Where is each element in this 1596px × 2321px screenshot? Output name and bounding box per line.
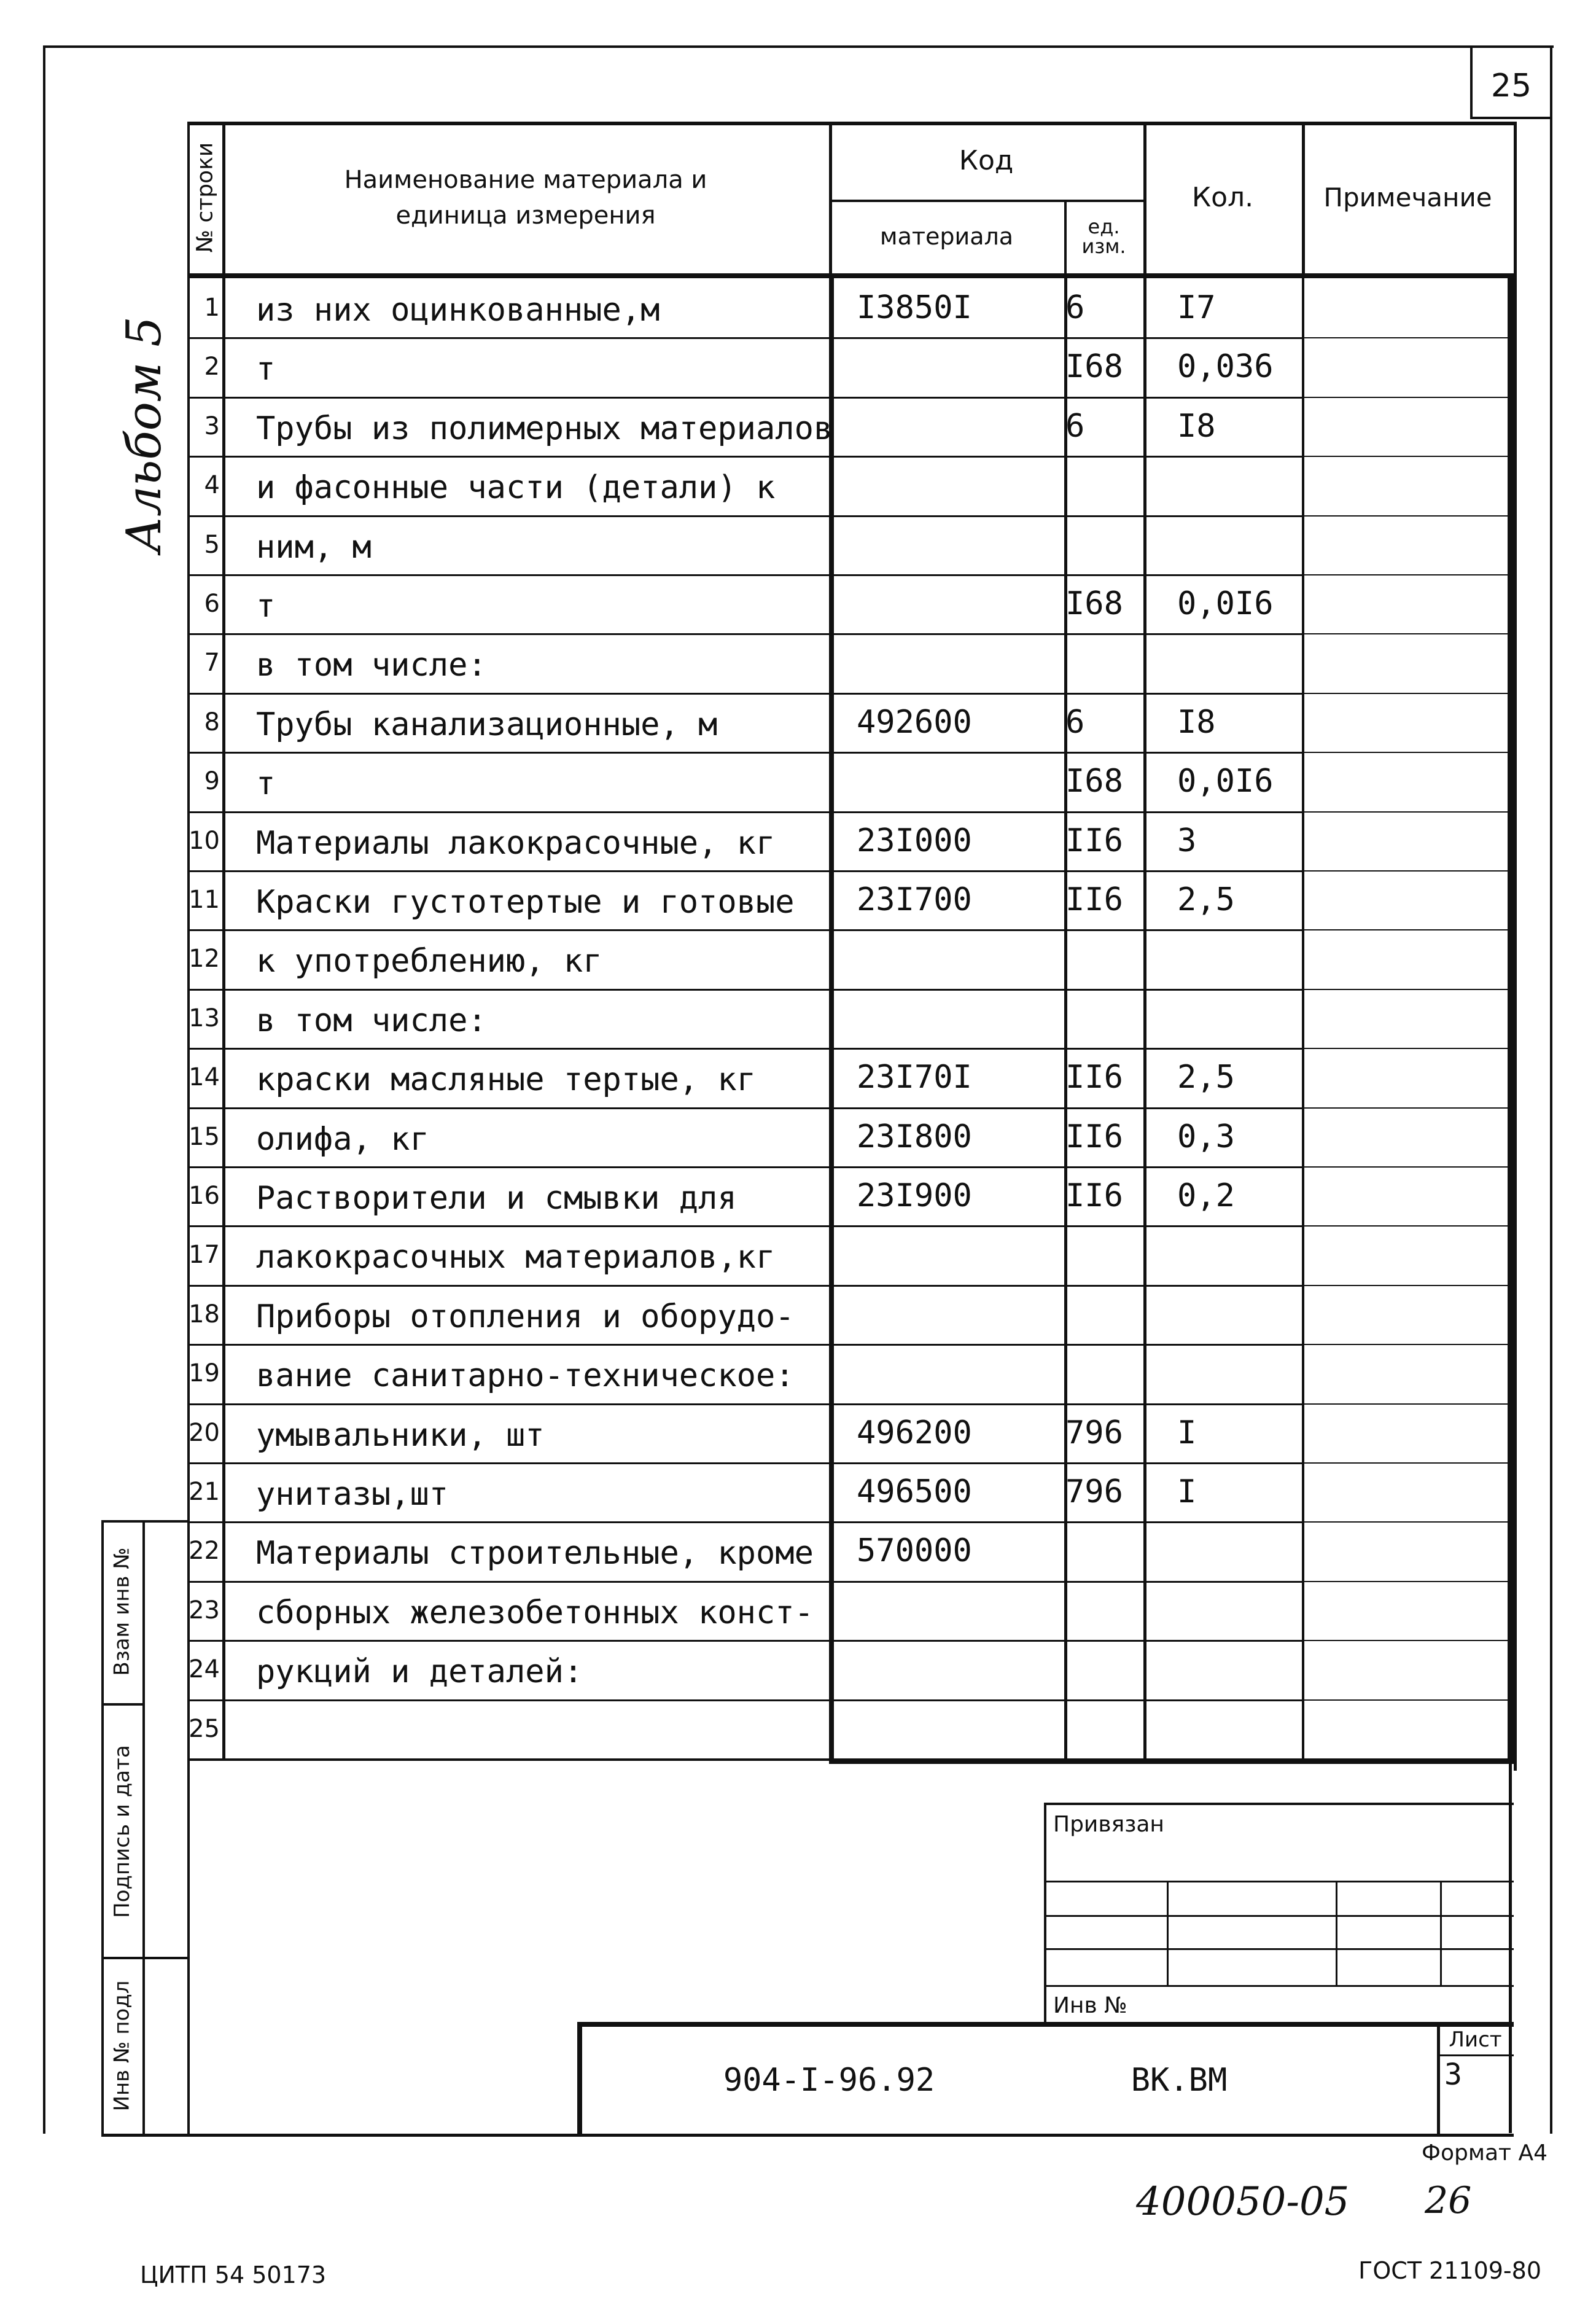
row-qty: I8 — [1177, 408, 1216, 445]
table-row — [0, 633, 1596, 692]
row-number: 24 — [189, 1655, 220, 1683]
row-code: 496200 — [857, 1414, 972, 1451]
row-name: Материалы строительные, кроме — [256, 1535, 814, 1572]
document-code: ВК.ВМ — [1131, 2062, 1228, 2099]
header-row-no-label: № строки — [192, 142, 218, 253]
row-code — [857, 989, 1061, 1048]
row-number: 15 — [189, 1123, 220, 1151]
row-name: лакокрасочных материалов,кг — [256, 1239, 776, 1276]
stamp-sign-label: Подпись и дата — [109, 1744, 134, 1918]
row-unit — [1065, 1699, 1142, 1758]
stamp-vzam — [101, 1520, 142, 1703]
privyazan-grid-4 — [1044, 1985, 1514, 1987]
row-code — [857, 1699, 1061, 1758]
row-qty — [1177, 1225, 1299, 1284]
row-number: 9 — [204, 767, 220, 795]
table-row — [0, 989, 1596, 1048]
bottom-left-wall — [187, 1758, 190, 2134]
sheet-label: Лист — [1449, 2027, 1502, 2052]
row-number: 21 — [189, 1478, 220, 1506]
row-qty: 0,2 — [1177, 1177, 1235, 1214]
row-unit: 796 — [1065, 1414, 1123, 1451]
row-number: 14 — [189, 1063, 220, 1091]
row-code — [857, 456, 1061, 515]
row-unit — [1065, 1225, 1142, 1284]
row-unit: I68 — [1065, 585, 1123, 622]
document-number: 904-I-96.92 — [723, 2062, 935, 2099]
table-row — [0, 1403, 1596, 1462]
row-qty — [1177, 1285, 1299, 1344]
row-number: 4 — [204, 471, 220, 499]
row-code: I3850I — [857, 289, 972, 326]
row-qty — [1177, 1640, 1299, 1699]
row-name: и фасонные части (детали) к — [256, 469, 776, 506]
row-name: олифа, кг — [256, 1121, 429, 1158]
row-number: 1 — [204, 294, 220, 322]
row-qty — [1177, 1521, 1299, 1580]
row-number: 3 — [204, 412, 220, 440]
row-number: 23 — [189, 1596, 220, 1625]
row-unit — [1065, 1581, 1142, 1640]
row-qty: 0,036 — [1177, 348, 1274, 385]
row-name: т — [256, 765, 276, 802]
row-qty: 2,5 — [1177, 881, 1235, 918]
table-row — [0, 574, 1596, 633]
table-row — [0, 1581, 1596, 1640]
bottom-under-name — [187, 1758, 832, 1761]
row-number: 7 — [204, 649, 220, 677]
title-bar-top — [577, 2022, 1514, 2027]
row-qty: 0,0I6 — [1177, 585, 1274, 622]
row-name: рукций и деталей: — [256, 1653, 583, 1690]
row-code: 23I700 — [857, 881, 972, 918]
row-unit — [1065, 1285, 1142, 1344]
row-number: 22 — [189, 1537, 220, 1565]
table-row — [0, 278, 1596, 337]
row-qty: 0,3 — [1177, 1118, 1235, 1155]
row-name: в том числе: — [256, 1002, 487, 1039]
row-number: 19 — [189, 1359, 220, 1387]
page-number: 25 — [1490, 68, 1532, 104]
row-number: 20 — [189, 1419, 220, 1447]
privyazan-grid-1 — [1044, 1881, 1514, 1882]
row-qty — [1177, 1581, 1299, 1640]
header-name — [222, 122, 829, 273]
row-number: 5 — [204, 531, 220, 559]
row-code: 23I70I — [857, 1059, 972, 1096]
row-number: 2 — [204, 353, 220, 381]
table-row — [0, 1166, 1596, 1225]
table-row — [0, 929, 1596, 988]
row-code — [857, 752, 1061, 811]
row-name — [256, 1704, 826, 1758]
row-name: т — [256, 351, 276, 388]
row-unit: II6 — [1065, 881, 1123, 918]
table-row — [0, 1048, 1596, 1107]
row-code — [857, 337, 1061, 396]
privyazan-label: Привязан — [1053, 1812, 1164, 1837]
row-unit — [1065, 633, 1142, 692]
row-unit: 6 — [1065, 704, 1085, 741]
row-name: т — [256, 588, 276, 625]
row-qty: I — [1177, 1414, 1197, 1451]
stamp-inv-label: Инв № подл — [109, 1980, 134, 2112]
row-name: Краски густотертые и готовые — [256, 884, 795, 921]
stamp-inner — [142, 1520, 145, 2134]
row-name: умывальники, шт — [256, 1417, 545, 1454]
footer-left: ЦИТП 54 50173 — [140, 2261, 327, 2288]
privyazan-grid-3 — [1044, 1948, 1514, 1950]
row-unit: II6 — [1065, 822, 1123, 859]
row-number: 10 — [189, 827, 220, 855]
format-label: Формат А4 — [1421, 2140, 1547, 2166]
row-qty: 0,0I6 — [1177, 763, 1274, 800]
row-code — [857, 1225, 1061, 1284]
row-name: унитазы,шт — [256, 1476, 449, 1513]
row-name: сборных железобетонных конст- — [256, 1594, 814, 1631]
table-row — [0, 515, 1596, 574]
row-qty: 3 — [1177, 822, 1197, 859]
row-unit: 796 — [1065, 1473, 1123, 1510]
row-code: 570000 — [857, 1532, 972, 1569]
privyazan-top — [1044, 1803, 1514, 1805]
row-unit: I68 — [1065, 348, 1123, 385]
row-number: 25 — [189, 1715, 220, 1743]
header-bottom-rule — [187, 273, 1514, 278]
stamp-sign — [101, 1706, 142, 1957]
row-number: 12 — [189, 945, 220, 973]
table-row — [0, 456, 1596, 515]
row-unit: II6 — [1065, 1118, 1123, 1155]
frame-bottom — [101, 2134, 1514, 2137]
page-number-underline — [1470, 117, 1552, 119]
table-row — [0, 1225, 1596, 1284]
row-name: к употреблению, кг — [256, 943, 602, 980]
handwritten-sheet-number: 26 — [1425, 2179, 1472, 2222]
header-code-unit: ед. изм. — [1081, 215, 1126, 258]
table-row — [0, 870, 1596, 929]
row-code — [857, 929, 1061, 988]
header-name-line2: единица измерения — [395, 201, 656, 230]
table-row — [0, 1344, 1596, 1403]
row-code — [857, 515, 1061, 574]
privyazan-left — [1044, 1803, 1046, 2024]
row-unit: 6 — [1065, 289, 1085, 326]
row-unit — [1065, 456, 1142, 515]
body-bottom-thick — [829, 1758, 1514, 1764]
row-name: ним, м — [256, 529, 372, 566]
row-unit: II6 — [1065, 1059, 1123, 1096]
privyazan-grid-v2 — [1336, 1881, 1337, 1986]
row-name: Приборы отопления и оборудо- — [256, 1298, 795, 1335]
row-name: в том числе: — [256, 647, 487, 684]
row-name: Трубы канализационные, м — [256, 706, 718, 743]
privyazan-grid-2 — [1044, 1915, 1514, 1917]
row-qty: 2,5 — [1177, 1059, 1235, 1096]
header-name-line1: Наименование материала и — [344, 165, 707, 194]
row-code — [857, 1640, 1061, 1699]
row-code: 496500 — [857, 1473, 972, 1510]
row-code — [857, 1581, 1061, 1640]
row-unit — [1065, 1640, 1142, 1699]
privyazan-grid-v1 — [1167, 1881, 1169, 1986]
row-qty: I — [1177, 1473, 1197, 1510]
table-row — [0, 811, 1596, 870]
table-row — [0, 693, 1596, 752]
stamp-vzam-label: Взам инв № — [109, 1547, 134, 1676]
row-name: Трубы из полимерных материалов — [256, 410, 833, 447]
row-number: 8 — [204, 708, 220, 736]
row-name: Материалы лакокрасочные, кг — [256, 825, 776, 862]
table-row — [0, 1107, 1596, 1166]
sheet-value: 3 — [1444, 2058, 1462, 2092]
table-row — [0, 1462, 1596, 1521]
table-row — [0, 1699, 1596, 1758]
header-code-material: материала — [879, 223, 1014, 250]
row-qty — [1177, 1699, 1299, 1758]
handwritten-code: 400050-05 — [1136, 2179, 1350, 2225]
table-row — [0, 1521, 1596, 1580]
row-code — [857, 1344, 1061, 1403]
row-name: краски масляные тертые, кг — [256, 1061, 756, 1098]
header-code: Код — [959, 145, 1014, 176]
row-code: 23I900 — [857, 1177, 972, 1214]
row-unit: II6 — [1065, 1177, 1123, 1214]
row-name: из них оцинкованные,м — [256, 292, 660, 329]
table-row — [0, 1285, 1596, 1344]
table-row — [0, 752, 1596, 811]
row-number: 18 — [189, 1300, 220, 1328]
frame-top — [43, 45, 1554, 48]
header-qty: Кол. — [1191, 182, 1254, 213]
footer-right: ГОСТ 21109-80 — [1358, 2257, 1541, 2284]
table-row — [0, 337, 1596, 396]
row-qty — [1177, 456, 1299, 515]
title-bar-left — [577, 2022, 582, 2134]
row-code — [857, 1285, 1061, 1344]
stamp-inv — [101, 1959, 142, 2132]
row-code: 23I000 — [857, 822, 972, 859]
privyazan-grid-v3 — [1440, 1881, 1442, 1986]
row-unit — [1065, 929, 1142, 988]
row-code: 492600 — [857, 704, 972, 741]
row-qty — [1177, 929, 1299, 988]
row-qty — [1177, 989, 1299, 1048]
album-label: Альбом 5 — [117, 316, 172, 553]
row-code — [857, 397, 1061, 456]
row-unit — [1065, 1521, 1142, 1580]
row-unit: I68 — [1065, 763, 1123, 800]
row-qty — [1177, 633, 1299, 692]
header-row-no — [187, 122, 222, 273]
row-number: 16 — [189, 1182, 220, 1210]
row-name: вание санитарно-техническое: — [256, 1357, 795, 1394]
row-qty — [1177, 1344, 1299, 1403]
row-number: 13 — [189, 1004, 220, 1032]
table-row — [0, 397, 1596, 456]
row-qty: I7 — [1177, 289, 1216, 326]
privyazan-right — [1509, 1758, 1512, 2133]
inv-no-label: Инв № — [1053, 1993, 1127, 2018]
row-unit — [1065, 989, 1142, 1048]
row-qty: I8 — [1177, 704, 1216, 741]
header-note: Примечание — [1323, 182, 1492, 213]
row-code: 23I800 — [857, 1118, 972, 1155]
row-unit — [1065, 1344, 1142, 1403]
row-number: 11 — [189, 886, 220, 914]
row-unit — [1065, 515, 1142, 574]
row-unit: 6 — [1065, 408, 1085, 445]
row-number: 6 — [204, 590, 220, 618]
row-code — [857, 633, 1061, 692]
row-number: 17 — [189, 1241, 220, 1269]
row-name: Растворители и смывки для — [256, 1180, 737, 1217]
table-row — [0, 1640, 1596, 1699]
row-qty — [1177, 515, 1299, 574]
row-code — [857, 574, 1061, 633]
